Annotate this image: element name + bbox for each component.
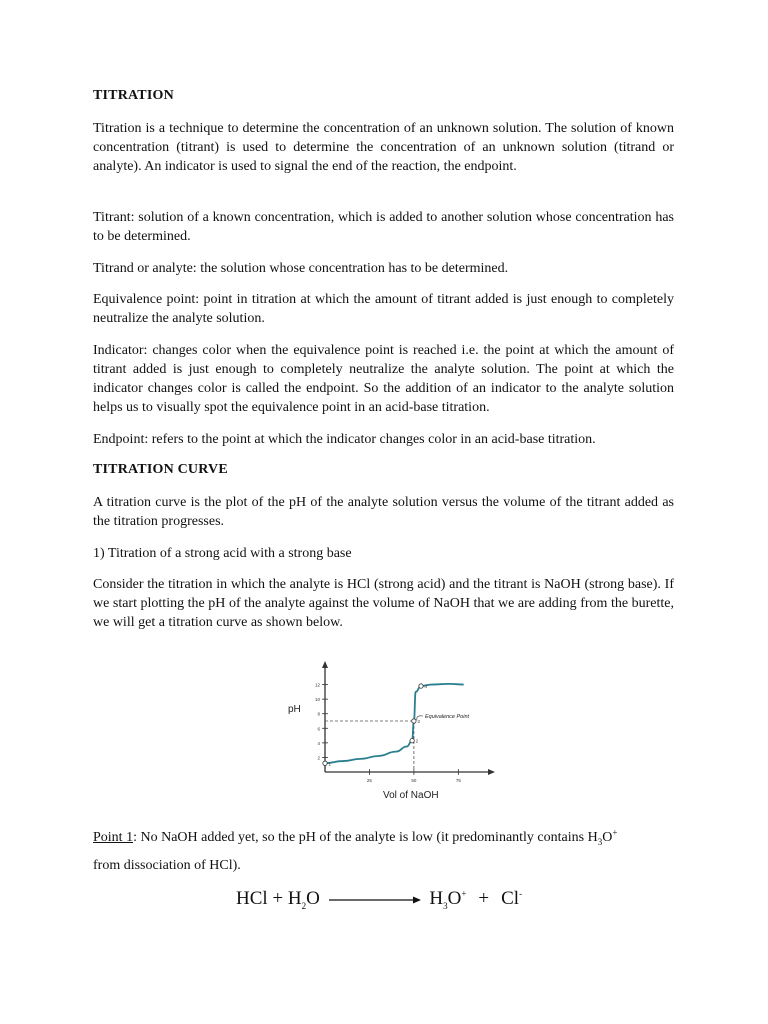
y-tick-label: 6 (317, 726, 320, 732)
point-1-superscript: + (612, 827, 618, 838)
x-axis-arrow (488, 769, 495, 775)
paragraph-titrant: Titrant: solution of a known concentration, which is added to another solution whose concentration has to be determined. (93, 210, 674, 244)
paragraph-indicator: Indicator: changes color when the equivalence point is reached i.e. the point at which the amount of titrant added is just enough to completely neutralize the analyte solution. The point at which the indicator changes color is called the endpoint. So the addition of an indicator to the analyte solution helps us to visually spot the equivalence point in an acid-base titration. (93, 343, 674, 415)
equation-hydronium-h: H (429, 888, 444, 909)
paragraph-point-1 (93, 828, 674, 847)
point-1-label: Point 1 (93, 830, 134, 845)
equation-minus-charge: - (519, 888, 523, 899)
paragraph-definition: Titration is a technique to determine the concentration of an unknown solution. The solution of known concentration (titrant) is used to determine the concentration of an unknown solution (titrand or analyte). An indicator is used to signal the end of the reaction, the endpoint. (93, 121, 674, 174)
paragraph-equivalence-point: Equivalence point: point in titration at which the amount of titrant added is just enough to completely neutralize the analyte solution. (93, 292, 674, 326)
equation-h2-subscript: 2 (301, 900, 307, 911)
equation-plus: + (478, 888, 490, 909)
section-title-titration-curve: TITRATION CURVE (93, 462, 228, 477)
x-tick-label: 75 (455, 778, 461, 783)
titration-curve-line (325, 684, 464, 763)
reaction-arrow-icon (329, 894, 421, 906)
curve-point (412, 719, 416, 723)
titration-curve-chart (280, 660, 495, 805)
x-axis-label: Vol of NaOH (383, 790, 439, 801)
equation-h3-subscript: 3 (443, 900, 448, 911)
equation-water-o: O (306, 888, 320, 909)
equation-plus-charge: + (461, 888, 467, 899)
equivalence-point-annotation: Equivalence Point (425, 714, 470, 720)
x-tick-label: 25 (366, 778, 372, 783)
point-1-oxygen: O (602, 830, 613, 845)
y-tick-label: 4 (317, 740, 320, 746)
y-axis-label: pH (288, 704, 301, 715)
paragraph-strong-acid-base: 1) Titration of a strong acid with a strong base (93, 546, 352, 561)
equation-hydronium-o: O (447, 888, 462, 909)
chemical-equation (236, 888, 522, 910)
equation-reactants: HCl + H (236, 888, 302, 909)
point-1-subscript: 3 (597, 836, 603, 847)
equation-chloride: Cl (501, 888, 520, 909)
curve-point (419, 684, 423, 688)
point-1-text: : No NaOH added yet, so the pH of the analyte is low (it predominantly contains H (133, 830, 598, 845)
y-axis-arrow (322, 661, 328, 668)
y-tick-label: 12 (314, 682, 320, 688)
y-tick-label: 10 (314, 697, 320, 703)
y-tick-label: 2 (317, 755, 320, 761)
curve-point-label: 2 (415, 738, 419, 744)
curve-point-label: 4 (424, 684, 428, 690)
section-title-titration: TITRATION (93, 88, 174, 103)
paragraph-curve-definition: A titration curve is the plot of the pH of the analyte solution versus the volume of the titrant added as the titration progresses. (93, 495, 674, 529)
x-tick-label: 50 (411, 778, 417, 783)
paragraph-endpoint: Endpoint: refers to the point at which the indicator changes color in an acid-base titration. (93, 432, 596, 447)
curve-point-label: 1 (328, 761, 332, 767)
curve-point-label: 3 (417, 719, 420, 724)
paragraph-point-1-cont: from dissociation of HCl). (93, 858, 241, 873)
curve-point (323, 761, 327, 765)
paragraph-hcl-naoh: Consider the titration in which the analyte is HCl (strong acid) and the titrant is NaOH (strong base). If we start plotting the pH of the analyte against the volume of NaOH that we are adding from the burette, we will get a titration curve as shown below. (93, 577, 674, 630)
curve-point (410, 738, 414, 742)
paragraph-titrand: Titrand or analyte: the solution whose concentration has to be determined. (93, 261, 509, 276)
chart-axes (315, 661, 495, 783)
y-tick-label: 8 (317, 711, 320, 717)
